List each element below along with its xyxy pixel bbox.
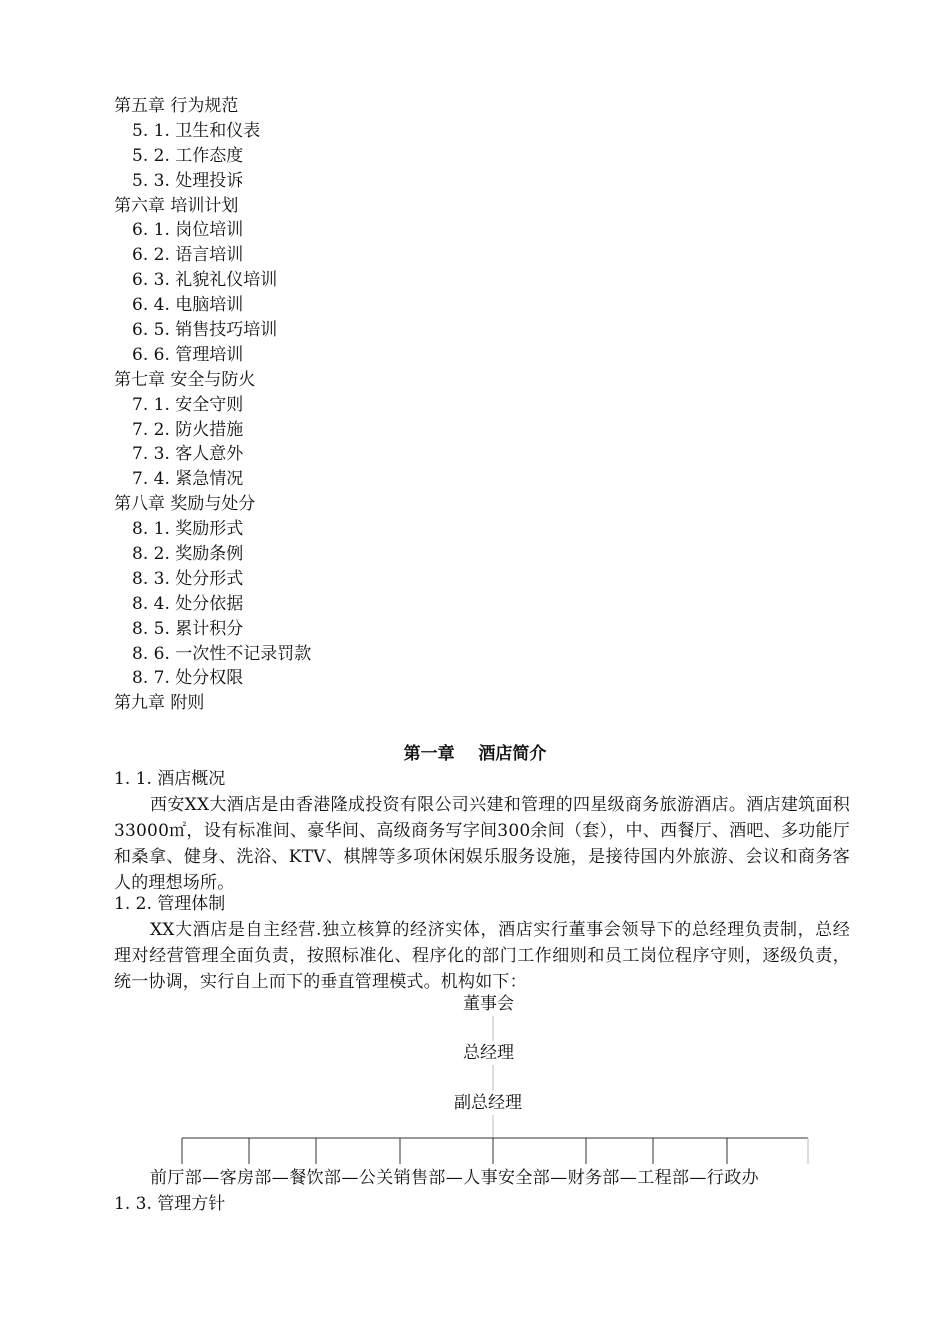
toc-section-entry: 7. 3. 客人意外 <box>132 444 244 465</box>
toc-section-entry: 6. 1. 岗位培训 <box>132 220 244 241</box>
toc-section-entry: 6. 3. 礼貌礼仪培训 <box>132 270 278 291</box>
chapter-title: 第一章 酒店简介 <box>403 744 547 764</box>
toc-chapter-entry: 第八章 奖励与处分 <box>114 494 256 515</box>
toc-section-entry: 8. 4. 处分依据 <box>132 593 244 614</box>
toc-section-entry: 7. 1. 安全守则 <box>132 394 244 415</box>
toc-section-entry: 5. 2. 工作态度 <box>132 145 244 166</box>
toc-section-entry: 8. 5. 累计积分 <box>132 618 244 639</box>
section-heading-overview: 1. 1. 酒店概况 <box>114 769 226 789</box>
org-node-deputy-general-manager: 副总经理 <box>450 1091 526 1115</box>
toc-section-entry: 7. 4. 紧急情况 <box>132 469 244 490</box>
section-heading-management-system: 1. 2. 管理体制 <box>114 894 226 914</box>
toc-section-entry: 5. 3. 处理投诉 <box>132 170 244 191</box>
paragraph-overview: 西安XX大酒店是由香港隆成投资有限公司兴建和管理的四星级商务旅游酒店。酒店建筑面积33000㎡，设有标准间、豪华间、高级商务写字间300余间（套），中、西餐厅、酒吧、多功能厅和桑拿、健身、洗浴、KTV、棋牌等多项休闲娱乐服务设施，是接待国内外旅游、会议和商务客人的理想场所。 <box>114 795 850 893</box>
toc-chapter-entry: 第六章 培训计划 <box>114 195 239 216</box>
paragraph-management-system: XX大酒店是自主经营.独立核算的经济实体，酒店实行董事会领导下的总经理负责制，总经理对经营管理全面负责，按照标准化、程序化的部门工作细则和员工岗位程序守则，逐级负责，统一协调，实行自上而下的垂直管理模式。机构如下： <box>114 920 850 992</box>
toc-section-entry: 6. 6. 管理培训 <box>132 344 244 365</box>
toc-section-entry: 6. 4. 电脑培训 <box>132 295 244 316</box>
toc-section-entry: 8. 2. 奖励条例 <box>132 544 244 565</box>
toc-chapter-entry: 第五章 行为规范 <box>114 96 239 116</box>
org-node-general-manager: 总经理 <box>459 1041 518 1065</box>
toc-chapter-entry: 第七章 安全与防火 <box>114 369 256 390</box>
toc-section-entry: 5. 1. 卫生和仪表 <box>132 120 261 141</box>
toc-section-entry: 6. 5. 销售技巧培训 <box>132 320 278 341</box>
toc-section-entry: 6. 2. 语言培训 <box>132 245 244 266</box>
org-departments-row: 前厅部—客房部—餐饮部—公关销售部—人事安全部—财务部—工程部—行政办 <box>150 1168 759 1188</box>
toc-section-entry: 8. 7. 处分权限 <box>132 668 244 689</box>
toc-section-entry: 8. 6. 一次性不记录罚款 <box>132 643 312 664</box>
toc-section-entry: 8. 3. 处分形式 <box>132 568 244 589</box>
section-heading-management-policy: 1. 3. 管理方针 <box>114 1194 226 1214</box>
toc-section-entry: 7. 2. 防火措施 <box>132 419 244 440</box>
toc-section-entry: 8. 1. 奖励形式 <box>132 519 244 540</box>
org-node-board: 董事会 <box>459 992 518 1016</box>
toc-chapter-entry: 第九章 附则 <box>114 693 205 714</box>
